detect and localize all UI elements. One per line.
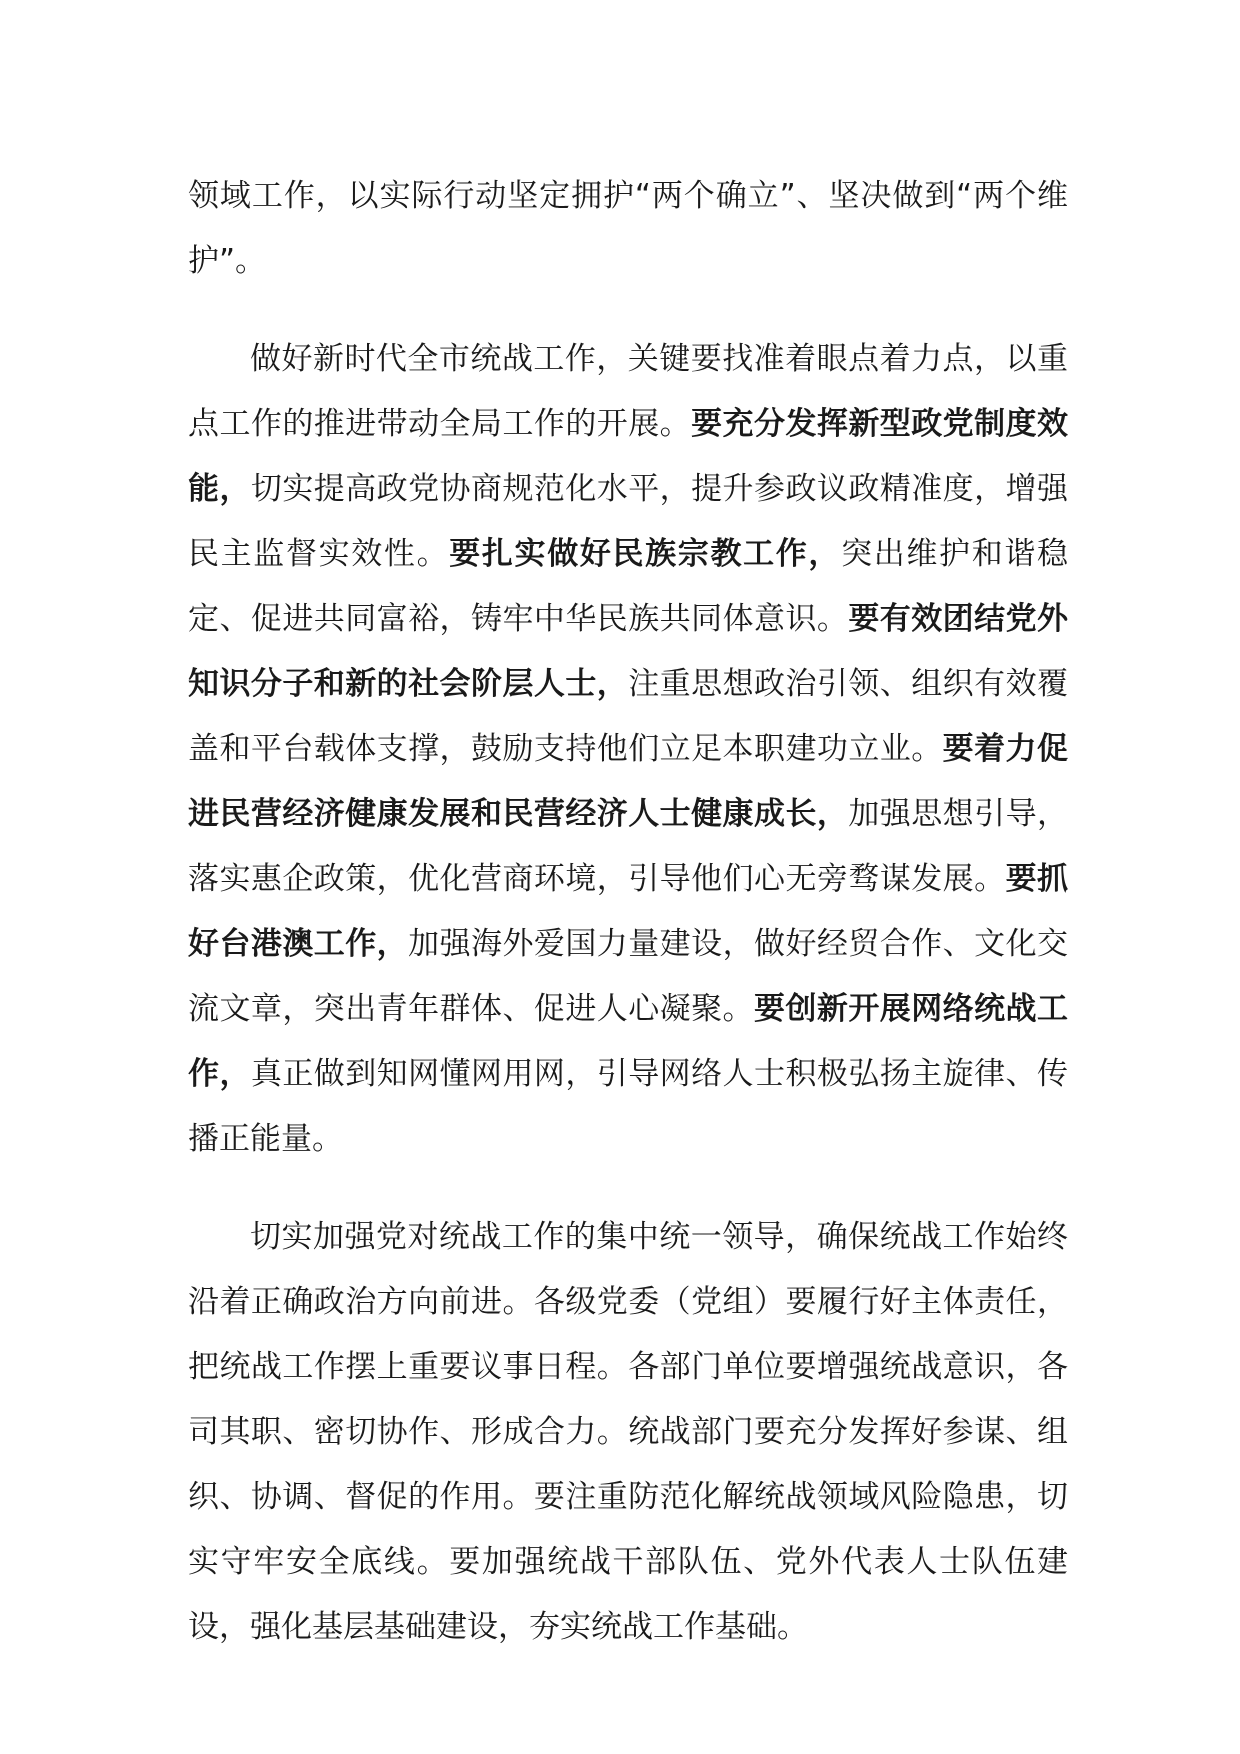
bold-heading-run: 要创新开展网络统战工作， (188, 991, 1068, 1092)
paragraph-1 (188, 164, 1068, 294)
text-run: 加强海外爱国力量建设，做好经贸合作、文化交流文章，突出青年群体、促进人心凝聚。 (188, 926, 1069, 1027)
bold-heading-run: 要抓好台港澳工作， (188, 861, 1069, 962)
document-page (188, 164, 1068, 1660)
text-run: 注重思想政治引领、组织有效覆盖和平台载体支撑，鼓励支持他们立足本职建功立业。 (188, 666, 1069, 767)
bold-heading-run: 要扎实做好民族宗教工作， (449, 536, 842, 572)
text-run: 加强思想引导，落实惠企政策，优化营商环境，引导他们心无旁骛谋发展。 (188, 796, 1069, 897)
text-run: 切实加强党对统战工作的集中统一领导，确保统战工作始终沿着正确政治方向前进。各级党委（党组）要履行好主体责任，把统战工作摆上重要议事日程。各部门单位要增强统战意识，各司其职、密切协作、形成合力。统战部门要充分发挥好参谋、组织、协调、督促的作用。要注重防范化解统战领域风险隐患，切实守牢安全底线。要加强统战干部队伍、党外代表人士队伍建设，强化基层基础建设，夯实统战工作基础。 (188, 1219, 1068, 1645)
text-run: 真正做到知网懂网用网，引导网络人士积极弘扬主旋律、传播正能量。 (188, 1056, 1068, 1157)
text-run: 切实提高政党协商规范化水平，提升参政议政精准度，增强民主监督实效性。 (188, 471, 1068, 572)
bold-heading-run: 要有效团结党外知识分子和新的社会阶层人士， (188, 601, 1069, 702)
text-run: 领域工作，以实际行动坚定拥护“两个确立”、坚决做到“两个维护”。 (188, 178, 1068, 279)
paragraph-3 (188, 1205, 1068, 1660)
text-run: 做好新时代全市统战工作，关键要找准着眼点着力点，以重点工作的推进带动全局工作的开展。 (188, 341, 1068, 442)
bold-heading-run: 要着力促进民营经济健康发展和民营经济人士健康成长， (188, 731, 1069, 832)
bold-heading-run: 要充分发挥新型政党制度效能， (188, 406, 1068, 507)
paragraph-2 (188, 327, 1068, 1172)
text-run: 突出维护和谐稳定、促进共同富裕，铸牢中华民族共同体意识。 (188, 536, 1069, 637)
